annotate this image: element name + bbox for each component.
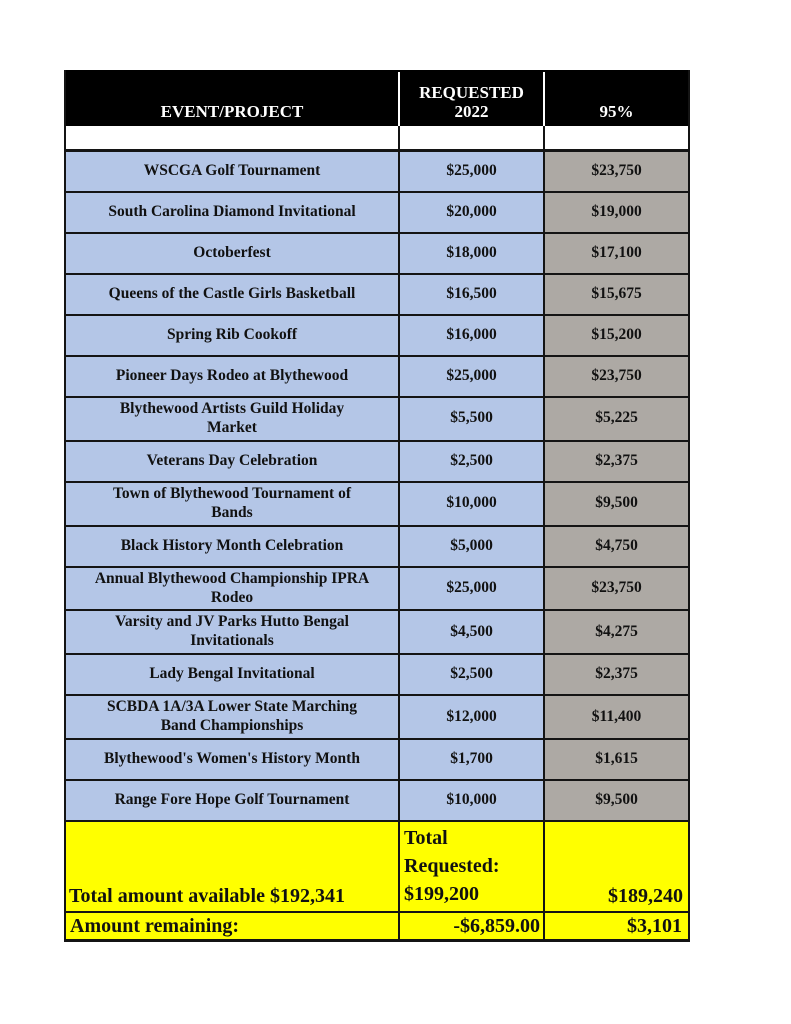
remaining-requested-value: -$6,859.00 [398,913,543,939]
event-name: Queens of the Castle Girls Basketball [66,275,398,314]
pct95-amount: $11,400 [543,696,688,738]
event-name: Black History Month Celebration [66,527,398,566]
event-name: Blythewood Artists Guild Holiday Market [66,398,398,440]
table-row [66,611,688,655]
table-row [66,398,688,442]
table-row [66,152,688,193]
event-name: Blythewood's Women's History Month [66,740,398,779]
table-row [66,357,688,398]
total-requested-value: Total Requested: $199,200 [398,822,543,911]
event-name: Lady Bengal Invitational [66,655,398,694]
pct95-amount: $9,500 [543,781,688,820]
table-row [66,696,688,740]
pct95-amount: $23,750 [543,152,688,191]
pct95-amount: $19,000 [543,193,688,232]
table-row [66,740,688,781]
requested-amount: $12,000 [398,696,543,738]
table-row [66,781,688,822]
requested-amount: $5,000 [398,527,543,566]
table-row [66,316,688,357]
header-requested-2022: REQUESTED 2022 [398,72,543,126]
requested-amount: $16,500 [398,275,543,314]
header-95-percent: 95% [543,72,688,126]
pct95-amount: $2,375 [543,442,688,481]
pct95-amount: $23,750 [543,568,688,610]
pct95-amount: $1,615 [543,740,688,779]
requested-amount: $25,000 [398,568,543,610]
table-row [66,442,688,483]
total-available-label: Total amount available $192,341 [69,885,345,908]
pct95-amount: $2,375 [543,655,688,694]
table-row [66,655,688,696]
amount-remaining-row [66,913,688,939]
event-name: Octoberfest [66,234,398,273]
pct95-amount: $17,100 [543,234,688,273]
table-row [66,568,688,612]
table-row [66,527,688,568]
event-name: WSCGA Golf Tournament [66,152,398,191]
requested-amount: $20,000 [398,193,543,232]
pct95-amount: $15,675 [543,275,688,314]
requested-amount: $2,500 [398,442,543,481]
event-name: Veterans Day Celebration [66,442,398,481]
requested-amount: $25,000 [398,357,543,396]
event-name: Annual Blythewood Championship IPRA Rodeo [66,568,398,610]
requested-amount: $18,000 [398,234,543,273]
pct95-amount: $15,200 [543,316,688,355]
table-header-row [66,70,688,126]
requested-amount: $10,000 [398,781,543,820]
requested-amount: $4,500 [398,611,543,653]
pct95-amount: $9,500 [543,483,688,525]
header-event-project: EVENT/PROJECT [160,102,304,122]
pct95-amount: $4,275 [543,611,688,653]
remaining-95-value: $3,101 [543,913,688,939]
pct95-amount: $4,750 [543,527,688,566]
pct95-amount: $5,225 [543,398,688,440]
table-row [66,193,688,234]
funding-table [64,70,690,942]
event-name: SCBDA 1A/3A Lower State Marching Band Championships [66,696,398,738]
event-name: Range Fore Hope Golf Tournament [66,781,398,820]
requested-amount: $2,500 [398,655,543,694]
event-name: Town of Blythewood Tournament of Bands [66,483,398,525]
totals-row [66,822,688,913]
total-95-value: $189,240 [543,822,688,911]
empty-row [66,126,688,152]
table-row [66,234,688,275]
event-name: South Carolina Diamond Invitational [66,193,398,232]
event-name: Pioneer Days Rodeo at Blythewood [66,357,398,396]
requested-amount: $1,700 [398,740,543,779]
table-row [66,275,688,316]
requested-amount: $25,000 [398,152,543,191]
pct95-amount: $23,750 [543,357,688,396]
table-row [66,483,688,527]
requested-amount: $10,000 [398,483,543,525]
amount-remaining-label: Amount remaining: [70,915,240,938]
event-name: Varsity and JV Parks Hutto Bengal Invitationals [66,611,398,653]
requested-amount: $5,500 [398,398,543,440]
event-name: Spring Rib Cookoff [66,316,398,355]
requested-amount: $16,000 [398,316,543,355]
